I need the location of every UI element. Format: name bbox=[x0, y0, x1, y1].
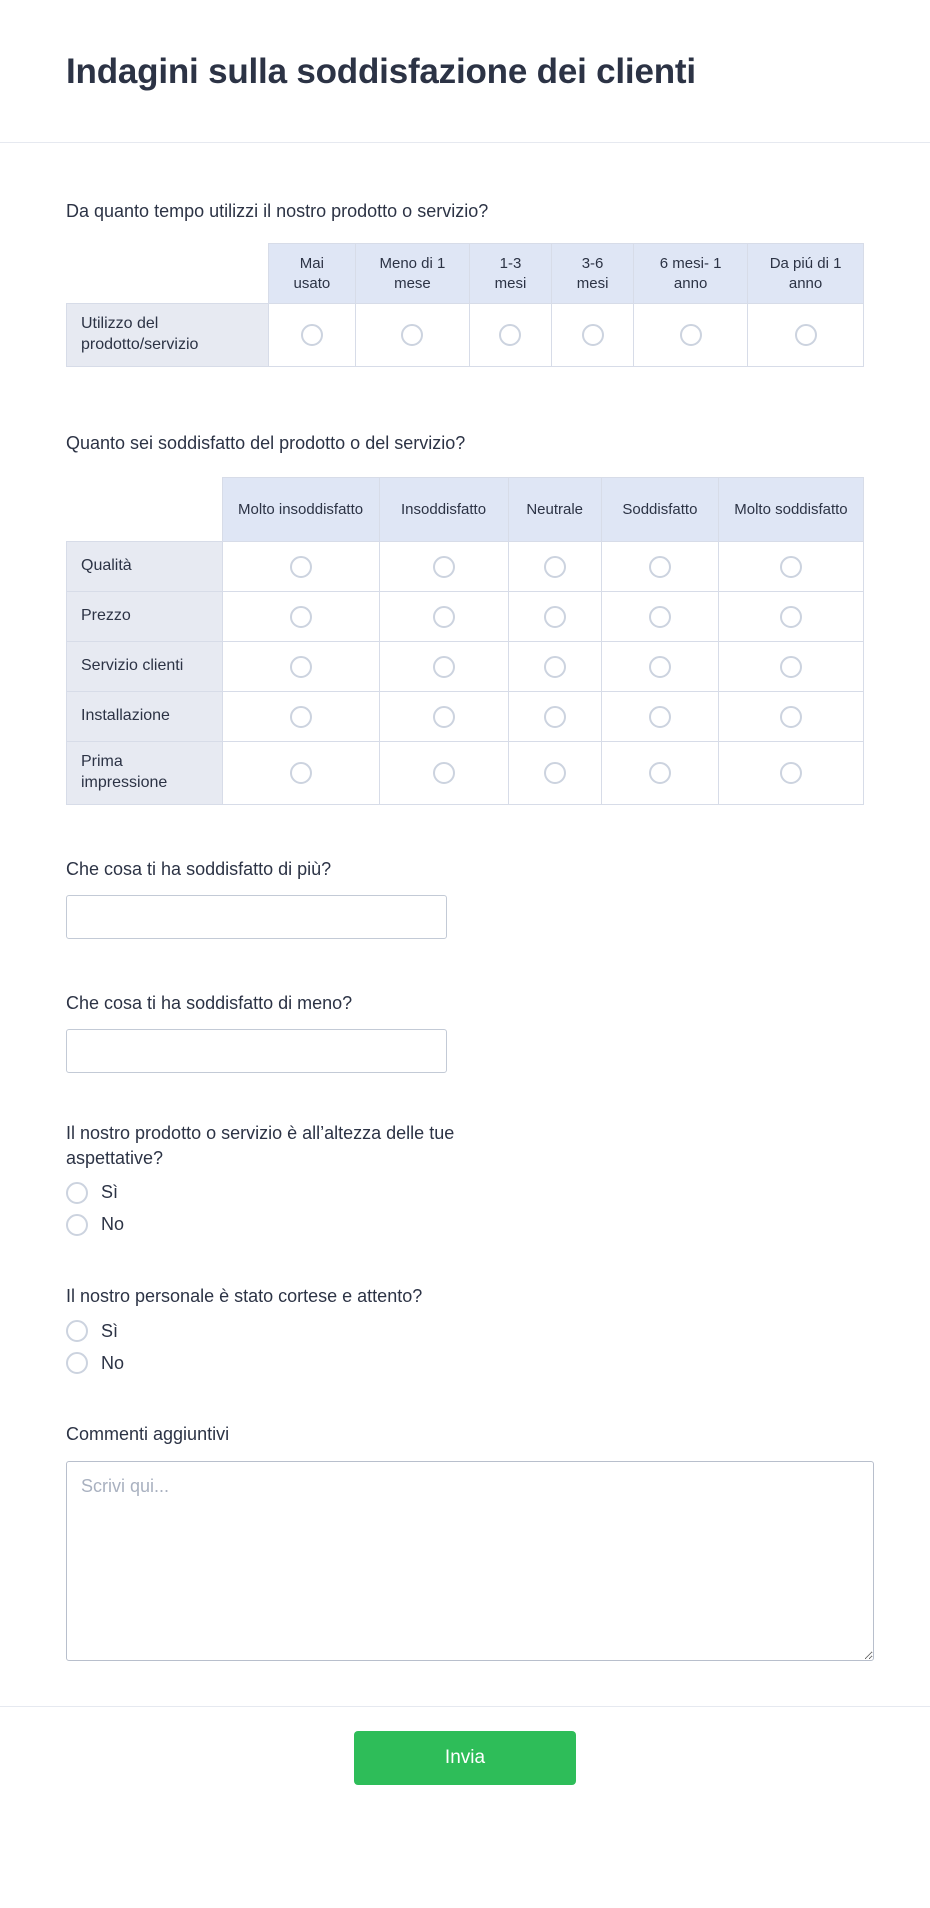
radio-button[interactable] bbox=[780, 556, 802, 578]
radio-button[interactable] bbox=[544, 762, 566, 784]
radio-button[interactable] bbox=[433, 706, 455, 728]
radio-button[interactable] bbox=[433, 556, 455, 578]
radio-button[interactable] bbox=[401, 324, 423, 346]
radio-button[interactable] bbox=[433, 606, 455, 628]
radio-option-no[interactable] bbox=[66, 1214, 864, 1236]
matrix-corner-cell bbox=[67, 478, 223, 542]
radio-option-no[interactable] bbox=[66, 1352, 864, 1374]
matrix-column-header: Mai usato bbox=[268, 244, 355, 304]
radio-button[interactable] bbox=[780, 706, 802, 728]
matrix-row-label: Utilizzo del prodotto/servizio bbox=[67, 304, 269, 367]
question-label: Quanto sei soddisfatto del prodotto o del servizio? bbox=[66, 432, 466, 453]
matrix-corner-cell bbox=[67, 244, 269, 304]
question-satisfied-least bbox=[66, 991, 864, 1073]
radio-button[interactable] bbox=[649, 556, 671, 578]
matrix-row-label: Prima impressione bbox=[67, 742, 223, 805]
submit-button[interactable]: Invia bbox=[354, 1731, 576, 1785]
matrix-row-label: Installazione bbox=[67, 692, 223, 742]
question-label: Da quanto tempo utilizzi il nostro prodotto o servizio? bbox=[66, 201, 489, 221]
radio-button[interactable] bbox=[66, 1320, 88, 1342]
radio-option-label: No bbox=[101, 1214, 125, 1235]
matrix-cell bbox=[222, 742, 379, 805]
matrix-row-label: Prezzo bbox=[67, 592, 223, 642]
matrix-cell bbox=[222, 642, 379, 692]
question-expectations bbox=[66, 1121, 864, 1236]
matrix-cell bbox=[379, 692, 508, 742]
matrix-cell bbox=[718, 692, 863, 742]
comments-textarea[interactable] bbox=[66, 1461, 874, 1661]
radio-button[interactable] bbox=[301, 324, 323, 346]
matrix-cell bbox=[601, 742, 718, 805]
matrix-cell bbox=[718, 542, 863, 592]
matrix-column-header: Molto soddisfatto bbox=[718, 478, 863, 542]
matrix-cell bbox=[379, 742, 508, 805]
radio-option-yes[interactable] bbox=[66, 1182, 864, 1204]
satisfied-most-input[interactable] bbox=[66, 895, 447, 939]
matrix-cell bbox=[355, 304, 469, 367]
radio-option-yes[interactable] bbox=[66, 1320, 864, 1342]
satisfied-least-input[interactable] bbox=[66, 1029, 447, 1073]
matrix-row bbox=[67, 592, 864, 642]
usage-matrix-table bbox=[66, 243, 864, 367]
radio-button[interactable] bbox=[680, 324, 702, 346]
radio-button[interactable] bbox=[780, 606, 802, 628]
matrix-cell bbox=[469, 304, 551, 367]
matrix-column-header: 6 mesi- 1 anno bbox=[634, 244, 748, 304]
radio-button[interactable] bbox=[780, 656, 802, 678]
matrix-cell bbox=[552, 304, 634, 367]
question-usage bbox=[66, 199, 864, 367]
page-title: Indagini sulla soddisfazione dei clienti bbox=[66, 52, 696, 91]
matrix-cell bbox=[222, 592, 379, 642]
matrix-header-row bbox=[67, 244, 864, 304]
question-label: Che cosa ti ha soddisfatto di meno? bbox=[66, 993, 353, 1014]
matrix-row bbox=[67, 692, 864, 742]
matrix-column-header: Meno di 1 mese bbox=[355, 244, 469, 304]
radio-button[interactable] bbox=[582, 324, 604, 346]
matrix-row bbox=[67, 742, 864, 805]
radio-button[interactable] bbox=[649, 656, 671, 678]
matrix-cell bbox=[718, 742, 863, 805]
radio-button[interactable] bbox=[544, 656, 566, 678]
matrix-cell bbox=[634, 304, 748, 367]
matrix-row bbox=[67, 304, 864, 367]
matrix-row-label: Qualità bbox=[67, 542, 223, 592]
form-footer bbox=[0, 1707, 930, 1829]
radio-button[interactable] bbox=[544, 556, 566, 578]
question-label: Che cosa ti ha soddisfatto di più? bbox=[66, 858, 332, 879]
matrix-cell bbox=[508, 742, 601, 805]
matrix-column-header: Soddisfatto bbox=[601, 478, 718, 542]
question-label: Il nostro personale è stato cortese e attento? bbox=[66, 1285, 423, 1306]
question-label: Commenti aggiuntivi bbox=[66, 1424, 230, 1445]
radio-option-label: No bbox=[101, 1352, 125, 1373]
matrix-column-header: Insoddisfatto bbox=[379, 478, 508, 542]
radio-button[interactable] bbox=[499, 324, 521, 346]
matrix-column-header: 1-3 mesi bbox=[469, 244, 551, 304]
matrix-cell bbox=[601, 542, 718, 592]
question-satisfied-most bbox=[66, 857, 864, 939]
matrix-column-header: Molto insoddisfatto bbox=[222, 478, 379, 542]
matrix-row bbox=[67, 642, 864, 692]
matrix-row-label: Servizio clienti bbox=[67, 642, 223, 692]
question-label: Il nostro prodotto o servizio è all’altezza delle tue aspettative? bbox=[66, 1123, 455, 1168]
matrix-cell bbox=[222, 542, 379, 592]
radio-button[interactable] bbox=[66, 1214, 88, 1236]
matrix-cell bbox=[601, 592, 718, 642]
matrix-cell bbox=[718, 642, 863, 692]
radio-button[interactable] bbox=[66, 1182, 88, 1204]
satisfaction-matrix-table bbox=[66, 477, 864, 805]
matrix-cell bbox=[601, 642, 718, 692]
radio-button[interactable] bbox=[290, 556, 312, 578]
matrix-column-header: Neutrale bbox=[508, 478, 601, 542]
radio-button[interactable] bbox=[433, 762, 455, 784]
matrix-cell bbox=[508, 542, 601, 592]
matrix-column-header: Da piú di 1 anno bbox=[748, 244, 864, 304]
question-satisfaction bbox=[66, 431, 864, 805]
radio-button[interactable] bbox=[649, 762, 671, 784]
radio-button[interactable] bbox=[433, 656, 455, 678]
radio-option-label: Sì bbox=[101, 1182, 119, 1203]
matrix-cell bbox=[748, 304, 864, 367]
matrix-cell bbox=[379, 542, 508, 592]
radio-button[interactable] bbox=[66, 1352, 88, 1374]
radio-button[interactable] bbox=[795, 324, 817, 346]
radio-option-label: Sì bbox=[101, 1320, 119, 1341]
matrix-cell bbox=[601, 692, 718, 742]
matrix-cell bbox=[222, 692, 379, 742]
form-content bbox=[0, 199, 930, 1666]
matrix-cell bbox=[508, 692, 601, 742]
radio-button[interactable] bbox=[544, 606, 566, 628]
matrix-cell bbox=[379, 642, 508, 692]
radio-button[interactable] bbox=[290, 706, 312, 728]
radio-button[interactable] bbox=[290, 656, 312, 678]
matrix-column-header: 3-6 mesi bbox=[552, 244, 634, 304]
radio-button[interactable] bbox=[780, 762, 802, 784]
question-comments bbox=[66, 1422, 864, 1665]
question-staff-courtesy bbox=[66, 1284, 864, 1374]
matrix-cell bbox=[508, 642, 601, 692]
radio-button[interactable] bbox=[290, 762, 312, 784]
radio-button[interactable] bbox=[649, 706, 671, 728]
form-header bbox=[0, 0, 930, 142]
radio-button[interactable] bbox=[290, 606, 312, 628]
radio-button[interactable] bbox=[649, 606, 671, 628]
header-divider bbox=[0, 142, 930, 143]
matrix-cell bbox=[268, 304, 355, 367]
matrix-header-row bbox=[67, 478, 864, 542]
radio-button[interactable] bbox=[544, 706, 566, 728]
matrix-cell bbox=[508, 592, 601, 642]
matrix-cell bbox=[379, 592, 508, 642]
matrix-cell bbox=[718, 592, 863, 642]
matrix-row bbox=[67, 542, 864, 592]
